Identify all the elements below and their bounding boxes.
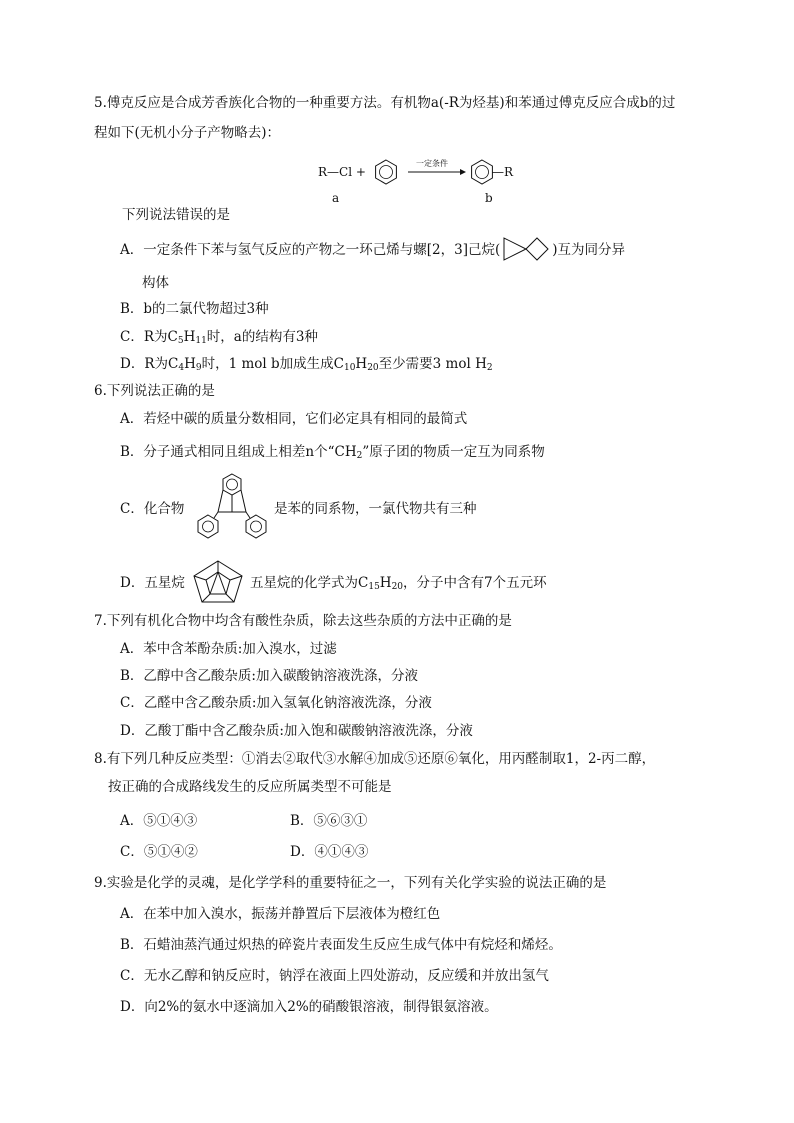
- q8-stem-line1: 8.有下列几种反应类型：①消去②取代③水解④加成⑤还原⑥氧化，用丙醛制取1，2-丙二醇，: [94, 751, 656, 767]
- scheme-product-r-text: —R: [492, 165, 514, 179]
- q7-stem: 7.下列有机化合物中均含有酸性杂质，除去这些杂质的方法中正确的是: [94, 613, 512, 629]
- q5-option-a-cont: 构体: [142, 275, 169, 291]
- triptycene-structure: [190, 468, 274, 552]
- q5-option-c: C．R为$C_5H_{11}$时，a的结构有3种: [120, 329, 318, 346]
- q5-option-a-pre: A．一定条件下苯与氢气反应的产物之一环己烯与螺[2，3]己烷(: [120, 242, 501, 258]
- q5-stem-line2: 程如下(无机小分子产物略去)：: [94, 125, 281, 141]
- benzene-ring-product: [472, 160, 493, 184]
- q7-option-a: A．苯中含苯酚杂质:加入溴水，过滤: [120, 641, 337, 657]
- q8-option-c: C．⑤①④②: [120, 844, 198, 860]
- q9-stem: 9.实验是化学的灵魂，是化学学科的重要特征之一，下列有关化学实验的说法正确的是: [94, 875, 607, 891]
- pentastarane-structure: [188, 558, 248, 608]
- q9-option-b: B．石蜡油蒸汽通过炽热的碎瓷片表面发生反应生成气体中有烷烃和烯烃。: [120, 937, 562, 953]
- q5-reaction-scheme: [310, 152, 540, 208]
- benzene-ring-reactant: [376, 160, 397, 184]
- q7-option-d: D．乙酸丁酯中含乙酸杂质:加入饱和碳酸钠溶液洗涤，分液: [120, 723, 473, 739]
- q9-option-a: A．在苯中加入溴水，振荡并静置后下层液体为橙红色: [120, 906, 441, 922]
- scheme-reactant-text: R—Cl +: [318, 165, 366, 179]
- q5-option-a-post: )互为同分异: [552, 242, 626, 258]
- q6-option-a: A．若烃中碳的质量分数相同，它们必定具有相同的最简式: [120, 411, 468, 427]
- spiro-hexane-structure: [500, 240, 552, 258]
- q8-stem-line2: 按正确的合成路线发生的反应所属类型不可能是: [108, 779, 392, 795]
- q6-option-d-post: 五星烷的化学式为$C_{15}H_{20}$，分子中含有7个五元环: [250, 575, 547, 592]
- q5-prompt: 下列说法错误的是: [122, 207, 230, 223]
- q9-option-c: C．无水乙醇和钠反应时，钠浮在液面上四处游动，反应缓和并放出氢气: [120, 968, 549, 984]
- q5-option-a: [120, 240, 625, 259]
- q6-option-c-post: 是苯的同系物，一氯代物共有三种: [274, 501, 477, 517]
- scheme-condition-text: 一定条件: [416, 159, 448, 168]
- q5-option-d: D．R为$C_4H_9$时，1 mol b加成生成$C_{10}H_{20}$至少需要3 mol $H_2$: [120, 356, 493, 373]
- q8-option-d: D．④①④③: [290, 844, 369, 860]
- q5-stem-line1: 5.傅克反应是合成芳香族化合物的一种重要方法。有机物a(-R为烃基)和苯通过傅克反应合成b的过: [94, 95, 676, 111]
- q7-option-b: B．乙醇中含乙酸杂质:加入碳酸钠溶液洗涤，分液: [120, 668, 418, 684]
- q8-option-a: A．⑤①④③: [120, 813, 198, 829]
- q8-option-b: B．⑤⑥③①: [290, 813, 368, 829]
- q5-option-b: B．b的二氯代物超过3种: [120, 301, 269, 317]
- q6-option-b: B．分子通式相同且组成上相差n个“$CH_2$”原子团的物质一定互为同系物: [120, 444, 545, 461]
- scheme-label-a: a: [332, 191, 340, 205]
- q6-option-c-pre: C．化合物: [120, 501, 185, 517]
- q9-option-d: D．向2%的氨水中逐滴加入2%的硝酸银溶液，制得银氨溶液。: [120, 999, 498, 1015]
- q7-option-c: C．乙醛中含乙酸杂质:加入氢氧化钠溶液洗涤，分液: [120, 695, 432, 711]
- q6-stem: 6.下列说法正确的是: [94, 383, 215, 399]
- q6-option-d-pre: D．五星烷: [120, 575, 185, 591]
- scheme-label-b: b: [485, 191, 493, 205]
